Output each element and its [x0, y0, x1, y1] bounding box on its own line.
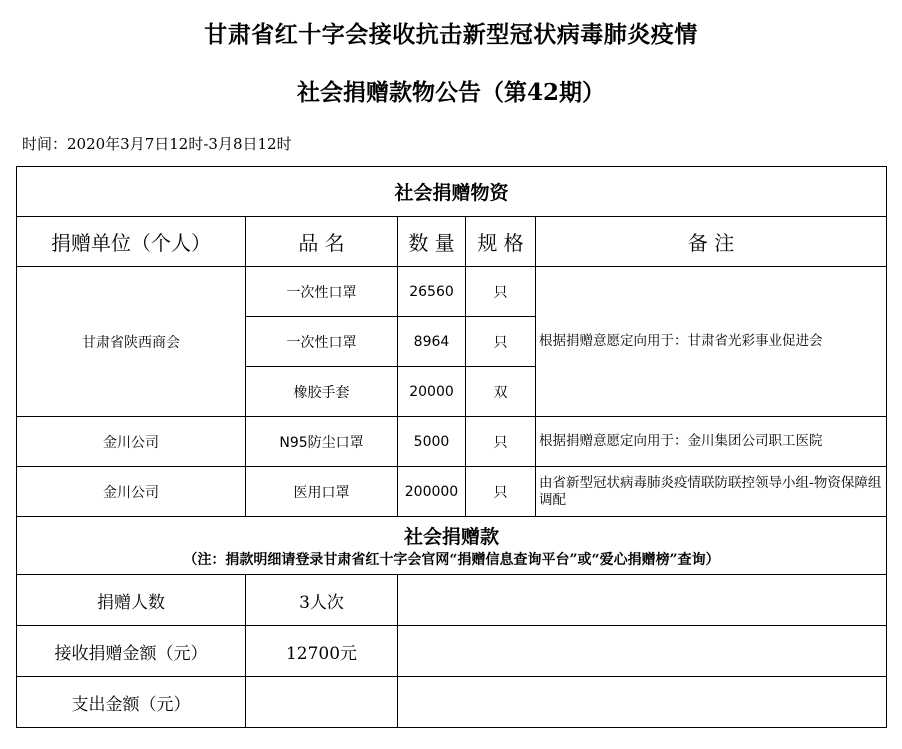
note-cell: 根据捐赠意愿定向用于：金川集团公司职工医院	[536, 417, 887, 467]
header-note: 备 注	[536, 217, 887, 267]
money-section-title: 社会捐赠款	[404, 526, 500, 549]
table-row	[17, 417, 887, 467]
money-value	[246, 677, 398, 728]
money-label: 捐赠人数	[17, 575, 246, 626]
money-section-row	[17, 517, 887, 575]
header-unit: 规 格	[466, 217, 536, 267]
unit-cell: 只	[466, 267, 536, 317]
donor-cell: 金川公司	[17, 417, 246, 467]
table-row	[17, 467, 887, 517]
donor-cell: 金川公司	[17, 467, 246, 517]
money-empty-cell	[398, 677, 887, 728]
note-cell: 由省新型冠状病毒肺炎疫情联防联控领导小组-物资保障组调配	[536, 467, 887, 517]
unit-cell: 只	[466, 317, 536, 367]
donor-cell: 甘肃省陕西商会	[17, 267, 246, 417]
unit-cell: 只	[466, 417, 536, 467]
header-row	[17, 217, 887, 267]
qty-cell: 20000	[398, 367, 466, 417]
header-qty: 数 量	[398, 217, 466, 267]
item-cell: 一次性口罩	[246, 317, 398, 367]
qty-cell: 5000	[398, 417, 466, 467]
materials-section-title: 社会捐赠物资	[17, 167, 887, 217]
table-row	[17, 267, 887, 317]
money-section-note: （注：捐款明细请登录甘肃省红十字会官网“捐赠信息查询平台”或“爱心捐赠榜”查询）	[183, 551, 720, 568]
page-title-line-2: 社会捐赠款物公告（第42期）	[296, 79, 605, 106]
money-label: 支出金额（元）	[17, 677, 246, 728]
header-donor: 捐赠单位（个人）	[17, 217, 246, 267]
note-cell: 根据捐赠意愿定向用于：甘肃省光彩事业促进会	[536, 267, 887, 417]
donation-table	[16, 166, 887, 728]
money-section-header	[17, 517, 887, 575]
unit-cell: 双	[466, 367, 536, 417]
qty-cell: 26560	[398, 267, 466, 317]
materials-section-row	[17, 167, 887, 217]
page-title-line-1: 甘肃省红十字会接收抗击新型冠状病毒肺炎疫情	[204, 21, 698, 48]
money-empty-cell	[398, 575, 887, 626]
qty-cell: 200000	[398, 467, 466, 517]
item-cell: 橡胶手套	[246, 367, 398, 417]
money-value: 3人次	[246, 575, 398, 626]
money-row	[17, 626, 887, 677]
unit-cell: 只	[466, 467, 536, 517]
money-value: 12700元	[246, 626, 398, 677]
item-cell: 一次性口罩	[246, 267, 398, 317]
qty-cell: 8964	[398, 317, 466, 367]
header-item: 品 名	[246, 217, 398, 267]
money-row	[17, 677, 887, 728]
money-empty-cell	[398, 626, 887, 677]
money-row	[17, 575, 887, 626]
item-cell: N95防尘口罩	[246, 417, 398, 467]
time-range: 时间：2020年3月7日12时-3月8日12时	[22, 135, 292, 153]
item-cell: 医用口罩	[246, 467, 398, 517]
money-label: 接收捐赠金额（元）	[17, 626, 246, 677]
